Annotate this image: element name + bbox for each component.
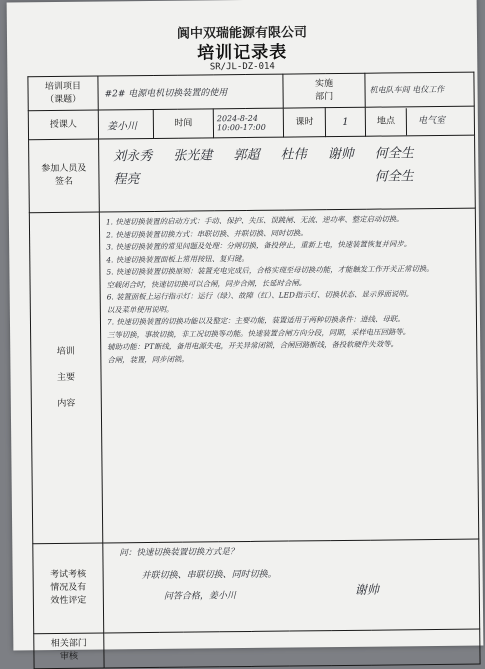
- content-line: 空载闭合时，快速切切换可以合闸，同步合闸，长延时合闸。: [106, 277, 307, 289]
- record-table: [27, 72, 480, 669]
- time-value: 2024-8-24 10:00-17:00: [213, 108, 283, 138]
- exam-evaluation: [103, 539, 480, 633]
- trainer-value: 姜小川: [98, 109, 153, 139]
- time-label: 时间: [153, 109, 213, 139]
- content-line: 三等切换，事故切换，非工况切换等功能。快速装置合闸方向分段，同期，采样电压回路等。: [107, 326, 411, 339]
- location-value: 电气室: [417, 115, 446, 126]
- review-label: 相关部门 审核: [34, 633, 104, 669]
- content-line: 以及菜单使用说明。: [106, 304, 174, 314]
- participant-signature: 何全生: [374, 169, 414, 185]
- evaluation-result: 问答合格，姜小川: [163, 591, 236, 602]
- participant-signature: 谢帅: [327, 146, 354, 163]
- participants-label: 参加人员及 签名: [29, 139, 100, 213]
- participant-signature: 杜伟: [280, 147, 307, 163]
- department-value: 机电队车间 电仪工作: [365, 72, 474, 107]
- content-line: 3. 快速切换装置的常见问题及处理：分闸切换，备投停止，重新上电，快速装置恢复并同步。: [106, 239, 412, 252]
- participant-signature: 郭超: [233, 147, 260, 164]
- content-line: 6. 装置面板上运行指示灯：运行（绿）、故障（红）、LED指示灯、切换状态、显示界面说明。: [106, 289, 414, 302]
- topic-value: #2# 电源电机切换装置的使用: [98, 74, 283, 110]
- examiner-signature: 谢帅: [354, 582, 379, 597]
- training-record-form: [7, 0, 484, 662]
- location-label: 地点: [366, 108, 407, 135]
- company-name: 阆中双瑞能源有限公司: [176, 25, 308, 42]
- content-line: 1. 快速切换装置的启动方式：手动、保护、失压、误跳闸、无流、逆功率、整定启动切换。: [105, 214, 404, 227]
- exam-label: 考试考核 情况及有 效性评定: [33, 543, 104, 634]
- participant-signature: 张光建: [173, 148, 213, 164]
- hours-value: 1: [325, 107, 365, 136]
- content-line: 4. 快速切换装置面板上常用按钮、复归键。: [106, 253, 249, 264]
- content-line: 5. 快速切换装置切换原则：装置充电完成后，合格实现至母切换功能，才能触发工作开关正常切换。: [106, 264, 434, 277]
- participant-signature: 刘永秀: [113, 148, 153, 165]
- participant-signature: 何全生: [374, 146, 414, 162]
- participant-signature: 程亮: [113, 172, 140, 188]
- hours-label: 课时: [283, 108, 325, 137]
- content-line: 辅助功能：PT断线，备用电源失电，开关异常闭锁，合闸回路断线，备投软硬件失效等。: [107, 339, 399, 352]
- document-number: SR/JL-DZ-014: [209, 61, 275, 73]
- exam-answer: 并联切换、串联切换、同时切换。: [141, 569, 277, 582]
- review-value: [104, 629, 480, 668]
- participants-signatures: [99, 135, 476, 212]
- training-content: [99, 208, 479, 543]
- content-line: 7. 快速切换装置的切换功能以及整定：主要功能，装置适用于两种切换条件：进线、母联。: [106, 314, 405, 327]
- form-title: 培训记录表: [197, 42, 288, 64]
- content-label: 培训 主要 内容: [29, 212, 102, 544]
- location-cell: [365, 106, 474, 136]
- department-label: 实施 部门: [283, 73, 365, 108]
- topic-label: 培训项目 （课题）: [28, 76, 98, 111]
- trainer-label: 授课人: [28, 110, 98, 140]
- exam-question: 问：快速切换装置切换方式是？: [119, 547, 239, 559]
- content-line: 合闸，装置，同步闭锁。: [107, 354, 189, 364]
- content-line: 2. 快速切换装置切换方式：串联切换、并联切换、同时切换。: [106, 227, 308, 239]
